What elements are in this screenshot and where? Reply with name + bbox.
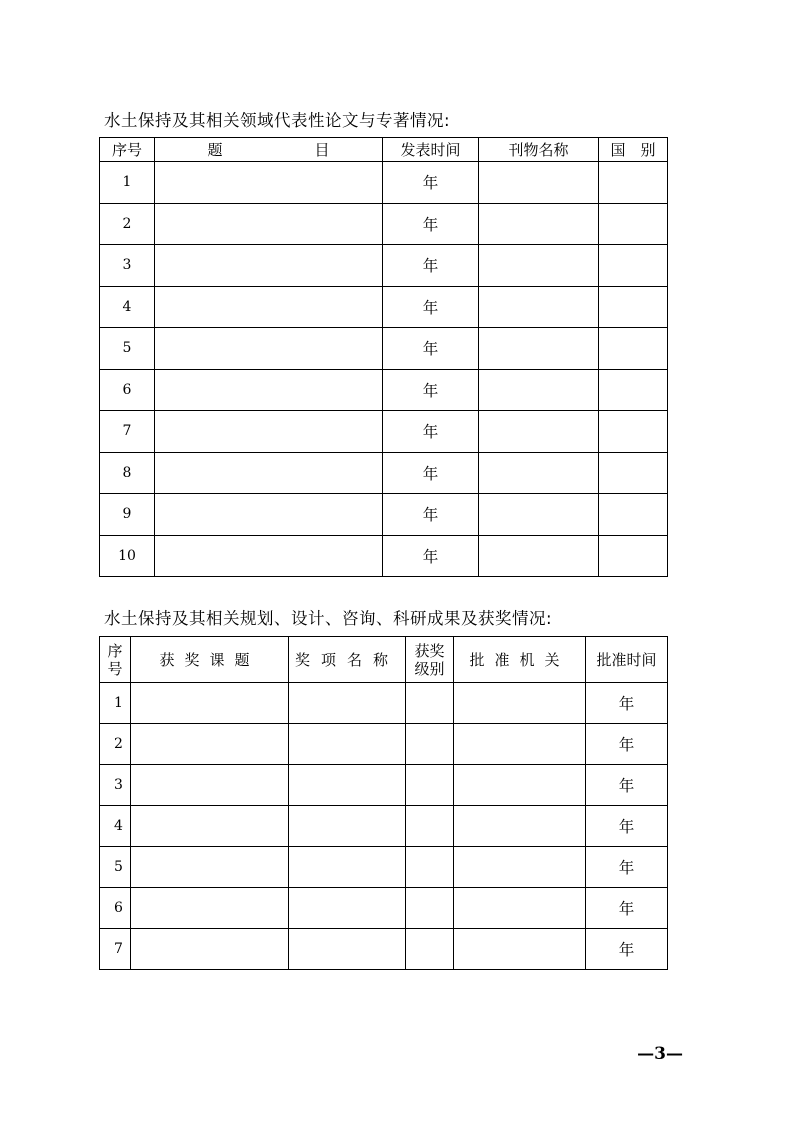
country-cell[interactable] [599,328,668,370]
journal-cell[interactable] [479,369,599,411]
publish-date-header: 发表时间 [383,138,479,162]
title-cell[interactable] [155,328,383,370]
table-row [100,494,668,536]
award-level-line1: 获奖 [414,641,445,660]
year-cell[interactable]: 年 [383,369,479,411]
row-number: 5 [100,847,131,888]
achievements-table [99,636,668,970]
table-row [100,203,668,245]
title-cell[interactable] [155,203,383,245]
year-cell[interactable]: 年 [586,724,668,765]
title-header [155,138,383,162]
year-cell[interactable]: 年 [586,683,668,724]
table-row [100,369,668,411]
page-number: —3— [637,1044,683,1064]
table-row [100,888,668,929]
journal-name-header: 刊物名称 [479,138,599,162]
award-project-header: 获奖课题 [131,637,289,683]
authority-cell[interactable] [454,724,586,765]
row-number: 3 [100,765,131,806]
seq-header: 序号 [100,138,155,162]
level-cell[interactable] [406,847,454,888]
papers-table [99,137,668,577]
papers-section-heading: 水土保持及其相关领域代表性论文与专著情况: [104,111,451,130]
seq-header [100,637,131,683]
approval-date-header: 批准时间 [586,637,668,683]
level-cell[interactable] [406,929,454,970]
table-row [100,286,668,328]
title-cell[interactable] [155,535,383,577]
journal-cell[interactable] [479,286,599,328]
row-number: 5 [100,328,155,370]
award-name-cell[interactable] [289,724,406,765]
row-number: 2 [100,203,155,245]
authority-cell[interactable] [454,929,586,970]
row-number: 7 [100,411,155,453]
country-cell[interactable] [599,369,668,411]
row-number: 9 [100,494,155,536]
seq-header-line2: 号 [107,659,123,678]
award-name-cell[interactable] [289,806,406,847]
project-cell[interactable] [131,765,289,806]
award-name-cell[interactable] [289,683,406,724]
seq-header-line1: 序 [107,641,123,660]
title-cell[interactable] [155,369,383,411]
table-row [100,765,668,806]
award-level-line2: 级别 [414,659,445,678]
title-cell[interactable] [155,411,383,453]
project-cell[interactable] [131,888,289,929]
project-cell[interactable] [131,847,289,888]
table-row [100,929,668,970]
year-cell[interactable]: 年 [586,765,668,806]
table-row [100,245,668,287]
year-cell[interactable]: 年 [383,203,479,245]
title-header-b: 目 [314,141,330,159]
table-row [100,683,668,724]
table-row [100,535,668,577]
country-cell[interactable] [599,535,668,577]
authority-cell[interactable] [454,683,586,724]
year-cell[interactable]: 年 [383,411,479,453]
year-cell[interactable]: 年 [586,806,668,847]
country-cell[interactable] [599,245,668,287]
title-cell[interactable] [155,245,383,287]
country-cell[interactable] [599,162,668,204]
country-cell[interactable] [599,411,668,453]
table-row [100,452,668,494]
table-row [100,806,668,847]
title-cell[interactable] [155,452,383,494]
authority-cell[interactable] [454,765,586,806]
country-cell[interactable] [599,203,668,245]
award-name-cell[interactable] [289,847,406,888]
year-cell[interactable]: 年 [586,888,668,929]
year-cell[interactable]: 年 [586,847,668,888]
year-cell[interactable]: 年 [383,535,479,577]
authority-cell[interactable] [454,847,586,888]
project-cell[interactable] [131,724,289,765]
level-cell[interactable] [406,765,454,806]
journal-cell[interactable] [479,535,599,577]
table-row [100,328,668,370]
authority-cell[interactable] [454,806,586,847]
table-row [100,847,668,888]
year-cell[interactable]: 年 [383,328,479,370]
achievements-header-row [100,637,668,683]
row-number: 2 [100,724,131,765]
row-number: 6 [100,888,131,929]
row-number: 4 [100,806,131,847]
papers-header-row [100,138,668,162]
project-cell[interactable] [131,929,289,970]
row-number: 7 [100,929,131,970]
year-cell[interactable]: 年 [383,245,479,287]
journal-cell[interactable] [479,245,599,287]
approval-authority-header: 批准机关 [454,637,586,683]
award-name-cell[interactable] [289,888,406,929]
award-name-header: 奖项名称 [289,637,406,683]
journal-cell[interactable] [479,411,599,453]
row-number: 1 [100,683,131,724]
award-level-header [406,637,454,683]
country-header: 国 别 [599,138,668,162]
country-cell[interactable] [599,452,668,494]
level-cell[interactable] [406,888,454,929]
row-number: 8 [100,452,155,494]
country-cell[interactable] [599,286,668,328]
journal-cell[interactable] [479,162,599,204]
project-cell[interactable] [131,683,289,724]
award-name-cell[interactable] [289,929,406,970]
row-number: 4 [100,286,155,328]
project-cell[interactable] [131,806,289,847]
table-row [100,724,668,765]
journal-cell[interactable] [479,328,599,370]
title-header-a: 题 [207,141,223,159]
journal-cell[interactable] [479,452,599,494]
title-cell[interactable] [155,286,383,328]
authority-cell[interactable] [454,888,586,929]
row-number: 3 [100,245,155,287]
year-cell[interactable]: 年 [586,929,668,970]
title-cell[interactable] [155,494,383,536]
year-cell[interactable]: 年 [383,494,479,536]
level-cell[interactable] [406,724,454,765]
row-number: 1 [100,162,155,204]
achievements-section-heading: 水土保持及其相关规划、设计、咨询、科研成果及获奖情况: [104,609,553,628]
table-row [100,162,668,204]
row-number: 10 [100,535,155,577]
row-number: 6 [100,369,155,411]
year-cell[interactable]: 年 [383,286,479,328]
award-name-cell[interactable] [289,765,406,806]
level-cell[interactable] [406,683,454,724]
journal-cell[interactable] [479,203,599,245]
level-cell[interactable] [406,806,454,847]
year-cell[interactable]: 年 [383,162,479,204]
journal-cell[interactable] [479,494,599,536]
title-cell[interactable] [155,162,383,204]
year-cell[interactable]: 年 [383,452,479,494]
table-row [100,411,668,453]
country-cell[interactable] [599,494,668,536]
